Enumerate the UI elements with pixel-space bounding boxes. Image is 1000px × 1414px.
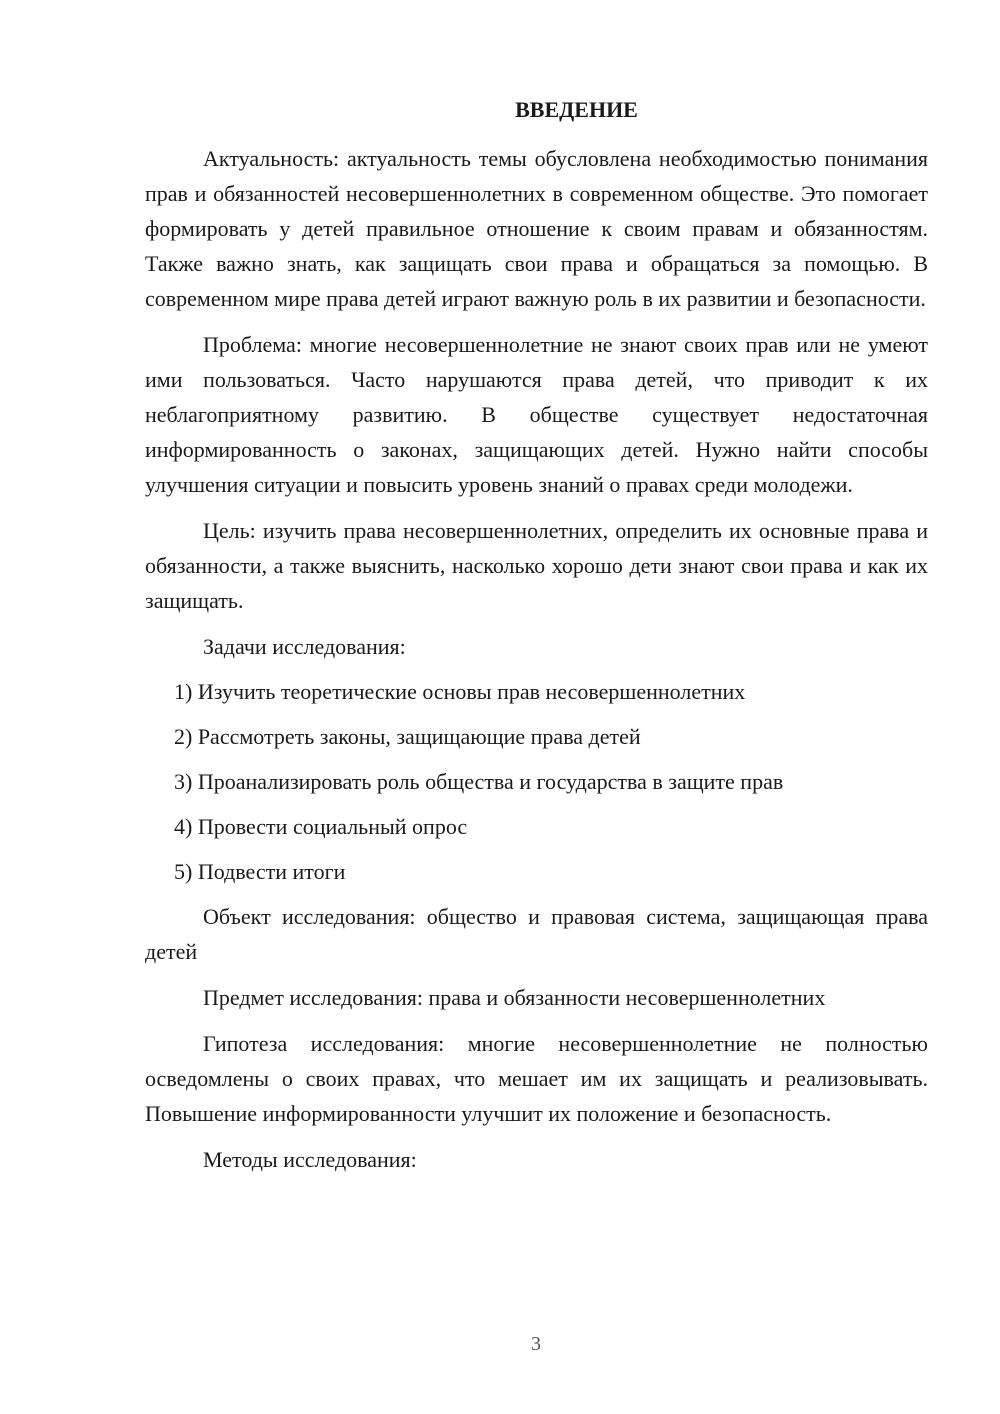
task-item: 2) Рассмотреть законы, защищающие права детей — [174, 724, 641, 749]
section-title: ВВЕДЕНИЕ — [515, 97, 638, 122]
paragraph-object: Объект исследования: общество и правовая система, защищающая права детей — [145, 904, 928, 964]
paragraph-relevance: Актуальность: актуальность темы обусловлена необходимостью понимания прав и обязанностей несовершеннолетних в современном обществе. Это помогает формировать у детей правильное отношение к своим правам и обязанностям. Также важно знать, как защищать свои права и обращаться за помощью. В современном мире права детей играют важную роль в их развитии и безопасности. — [145, 146, 928, 311]
page-number: 3 — [531, 1333, 541, 1355]
tasks-list — [145, 674, 928, 889]
methods-heading: Методы исследования: — [203, 1147, 417, 1172]
paragraph-subject: Предмет исследования: права и обязанности несовершеннолетних — [203, 985, 826, 1010]
task-item: 4) Провести социальный опрос — [174, 814, 468, 839]
task-item: 5) Подвести итоги — [174, 859, 346, 884]
document-page — [145, 92, 928, 1187]
paragraph-problem: Проблема: многие несовершеннолетние не знают своих прав или не умеют ими пользоваться. Часто нарушаются права детей, что приводит к их неблагоприятному развитию. В обществе существует недостаточная информированность о законах, защищающих детей. Нужно найти способы улучшения ситуации и повысить уровень знаний о правах среди молодежи. — [145, 332, 928, 497]
paragraph-hypothesis: Гипотеза исследования: многие несовершеннолетние не полностью осведомлены о своих правах, что мешает им их защищать и реализовывать. Повышение информированности улучшит их положение и безопасность. — [145, 1031, 928, 1126]
task-item: 1) Изучить теоретические основы прав несовершеннолетних — [174, 679, 746, 704]
paragraph-goal: Цель: изучить права несовершеннолетних, определить их основные права и обязанности, а также выяснить, насколько хорошо дети знают свои права и как их защищать. — [145, 518, 928, 613]
task-item: 3) Проанализировать роль общества и государства в защите прав — [174, 769, 784, 794]
tasks-heading: Задачи исследования: — [203, 634, 406, 659]
